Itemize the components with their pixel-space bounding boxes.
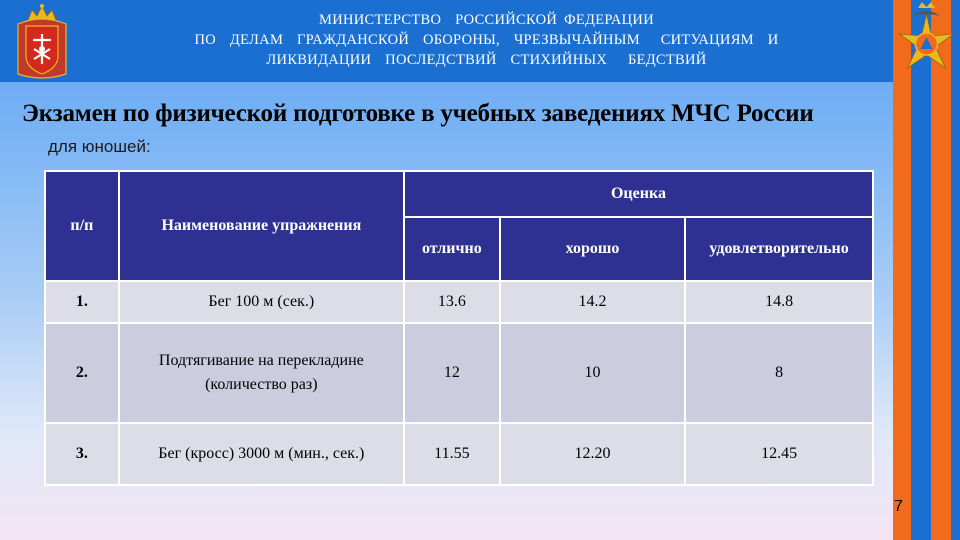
row-number: 1. — [45, 281, 119, 323]
row-good: 12.20 — [500, 423, 685, 485]
header-good: хорошо — [500, 217, 685, 281]
table-row — [45, 423, 873, 485]
ministry-title-line-3: ЛИКВИДАЦИИ ПОСЛЕДСТВИЙ СТИХИЙНЫХ БЕДСТВИЙ — [266, 52, 707, 68]
tula-region-coat-of-arms-icon — [14, 2, 70, 82]
ministry-title-line-2: ПО ДЕЛАМ ГРАЖДАНСКОЙ ОБОРОНЫ, ЧРЕЗВЫЧАЙНЫМ СИТУАЦИЯМ И — [194, 32, 779, 48]
page-subtitle: для юношей: — [48, 137, 151, 156]
row-exercise: Бег (кросс) 3000 м (мин., сек.) — [119, 423, 404, 485]
table-row — [45, 281, 873, 323]
header-grade: Оценка — [404, 171, 873, 217]
row-exercise: Бег 100 м (сек.) — [119, 281, 404, 323]
row-number: 3. — [45, 423, 119, 485]
header-bar — [0, 0, 893, 82]
ministry-title — [90, 10, 883, 70]
row-good: 14.2 — [500, 281, 685, 323]
row-satisfactory: 8 — [685, 323, 873, 423]
exam-standards-table — [44, 170, 874, 486]
row-exercise-line-1: Подтягивание на перекладине — [158, 352, 364, 369]
page-number: 7 — [894, 498, 903, 515]
table-row — [45, 323, 873, 423]
row-excellent: 13.6 — [404, 281, 500, 323]
header-exercise: Наименование упражнения — [119, 171, 404, 281]
row-exercise — [119, 323, 404, 423]
row-number: 2. — [45, 323, 119, 423]
header-satisfactory: удовлетворительно — [685, 217, 873, 281]
header-number: п/п — [45, 171, 119, 281]
row-exercise-line-2: (количество раз) — [205, 376, 318, 393]
emercom-emblem-icon — [893, 0, 960, 82]
row-excellent: 12 — [404, 323, 500, 423]
ministry-title-line-1: МИНИСТЕРСТВО РОССИЙСКОЙ ФЕДЕРАЦИИ — [319, 12, 654, 28]
row-excellent: 11.55 — [404, 423, 500, 485]
row-satisfactory: 14.8 — [685, 281, 873, 323]
header-excellent: отлично — [404, 217, 500, 281]
row-good: 10 — [500, 323, 685, 423]
row-satisfactory: 12.45 — [685, 423, 873, 485]
page-title: Экзамен по физической подготовке в учебных заведениях МЧС России — [22, 100, 814, 127]
